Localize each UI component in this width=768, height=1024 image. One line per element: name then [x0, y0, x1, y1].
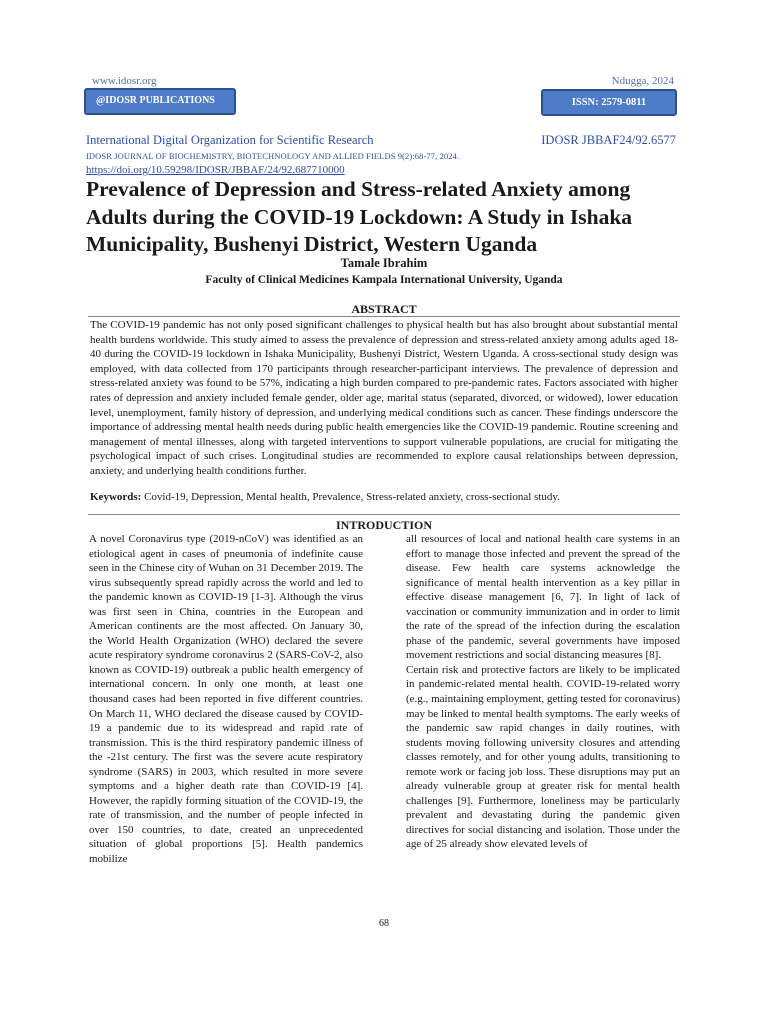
keywords-list: Covid-19, Depression, Mental health, Prevalence, Stress-related anxiety, cross-sectional study.	[144, 491, 560, 503]
issn-badge: ISSN: 2579-0811	[541, 89, 677, 116]
keywords-divider	[88, 514, 680, 515]
abstract-divider	[88, 316, 680, 317]
article-code: IDOSR JBBAF24/92.6577	[541, 133, 676, 147]
keywords-label: Keywords:	[90, 491, 142, 503]
journal-citation: IDOSR JOURNAL OF BIOCHEMISTRY, BIOTECHNOLOGY AND ALLIED FIELDS 9(2):68-77, 2024.	[86, 151, 460, 161]
intro-paragraph: A novel Coronavirus type (2019-nCoV) was identified as an etiological agent in cases of pneumonia of indefinite cause seen in the Chinese city of Wuhan on 31 December 2019. The virus subsequently spread rapidly across the world and led to the pandemic known as COVID-19 [1-3]. Although the virus was first seen in China, countries in the European and American continents are the most affected. On January 30, the World Health Organization (WHO) declared the severe acute respiratory syndrome coronavirus 2 (SARS-CoV-2, also known as COVID-19) outbreak a public health emergency of international concern. In only one month, at least one thousand cases had been reported in five different countries. On March 11, WHO declared the disease caused by COVID-19 a pandemic due to its widespread and rapid rate of transmission. This is the third respiratory pandemic illness of the -21st century. The first was the severe acute respiratory syndrome (SARS) in 2003, which resulted in more severe symptoms and a higher death rate than COVID-19 [4]. However, the rapidly forming situation of the COVID-19, the rate of transmission, and the number of people infected in over 150 countries, to date, created an unprecedented situation of global proportions [5]. Health pandemics mobilize	[89, 533, 363, 866]
publisher-badge: @IDOSR PUBLICATIONS	[84, 88, 236, 115]
introduction-heading: INTRODUCTION	[335, 518, 432, 532]
intro-paragraph: all resources of local and national health care systems in an effort to manage those infected and prevent the spread of the disease. Few health care systems acknowledge the significance of mental health intervention as a key pillar in effective disease management [6, 7]. In light of lack of vaccination or community immunization and in order to limit the rate of the spread of the infection during the escalation phase of the pandemic, several governments have imposed movement restrictions and social distancing measures [8].	[406, 533, 680, 662]
intro-paragraph: Certain risk and protective factors are likely to be implicated in pandemic-related mental health. COVID-19-related worry (e.g., maintaining employment, getting tested for coronavirus) may be linked to mental health symptoms. The early weeks of the pandemic saw rapid changes in daily routines, with students moving following university closures and attending classes remotely, and for other young adults, transitioning to remote work or facing job loss. These disruptions may put an already vulnerable group at greater risk for mental health challenges [9]. Furthermore, loneliness may be particularly prevalent and devastating during the pandemic given directives for social distancing and isolation. Those under the age of 25 already show elevated levels of	[406, 663, 680, 851]
keywords-line	[90, 490, 678, 505]
page-number: 68	[379, 918, 389, 929]
organization-name: International Digital Organization for Scientific Research	[86, 133, 374, 147]
author-affiliation: Faculty of Clinical Medicines Kampala International University, Uganda	[205, 274, 563, 286]
author-name: Tamale Ibrahim	[340, 256, 428, 270]
doi-link[interactable]: https://doi.org/10.59298/IDOSR/JBBAF/24/92.687710000	[86, 164, 345, 176]
intro-column-right	[406, 532, 680, 852]
abstract-text: The COVID-19 pandemic has not only posed significant challenges to physical health but has also brought about substantial mental health burdens worldwide. This study aimed to assess the prevalence of depression and stress-related anxiety among adults aged 18-40 during the COVID-19 lockdown in Ishaka Municipality, Bushenyi District, Western Uganda. A cross-sectional study design was employed, with data collected from 170 participants through researcher-participant interviews. The prevalence of depression and stress-related anxiety was found to be 57%, indicating a high burden compared to pre-pandemic rates. Factors associated with higher rates of depression and anxiety included female gender, older age, marital status (separated, divorced, or widowed), lower education level, unemployment, family history of depression, and underlying medical conditions such as cancer. These findings underscore the importance of addressing mental health needs during public health emergencies like the COVID-19 pandemic. Routine screening and management of mental illnesses, along with targeted interventions to support vulnerable populations, are crucial for mitigating the psychological impact of such crises. Longitudinal studies are recommended to explore causal relationships between depression, anxiety, and underlying health conditions further.	[90, 319, 678, 477]
author-year: Ndugga, 2024	[611, 75, 674, 87]
website-url[interactable]: www.idosr.org	[92, 75, 157, 87]
intro-column-left	[89, 532, 363, 867]
abstract-heading: ABSTRACT	[351, 302, 417, 316]
article-title: Prevalence of Depression and Stress-related Anxiety among Adults during the COVID-19 Lockdown: A Study in Ishaka Municipality, Bushenyi District, Western Uganda	[86, 177, 633, 256]
